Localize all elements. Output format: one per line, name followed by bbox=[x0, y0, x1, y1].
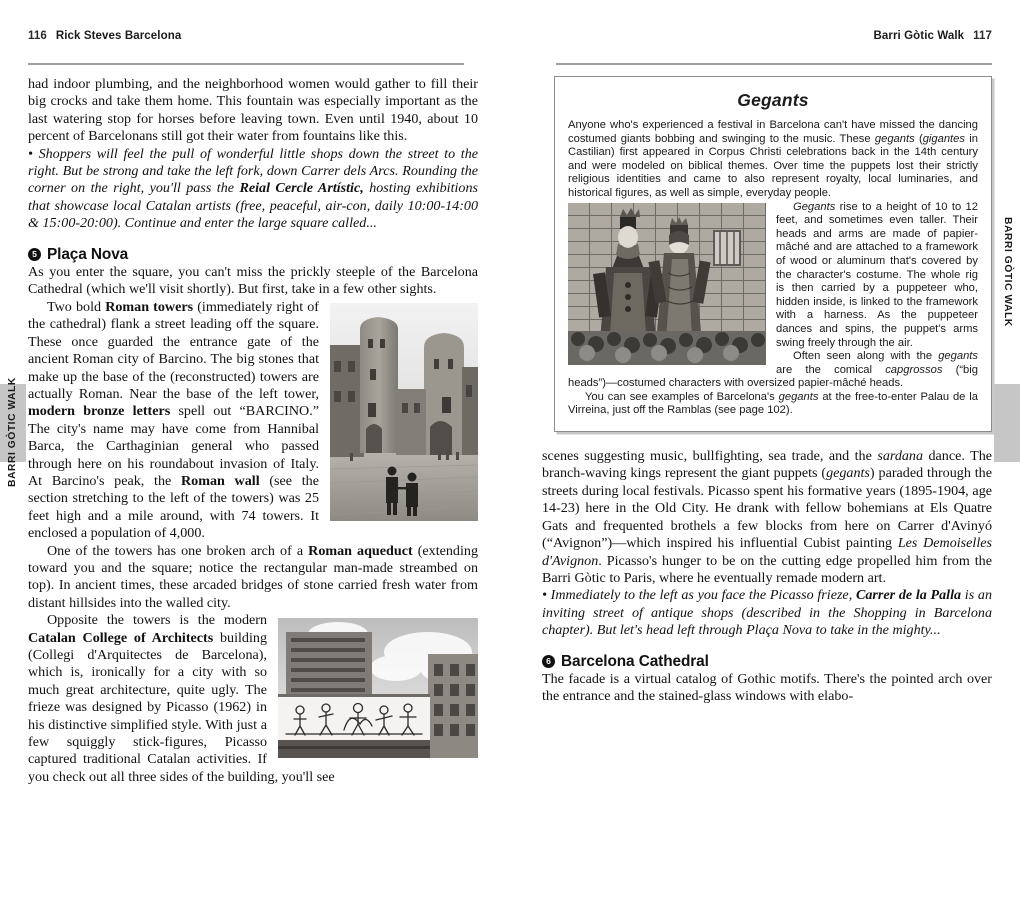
paragraph-bullet-carrer-palla bbox=[542, 587, 992, 639]
left-column-body bbox=[28, 76, 478, 786]
rb-text-a: • Immediately to the left as you face the Picasso frieze, bbox=[542, 587, 856, 604]
sidebar-paragraph-1 bbox=[568, 119, 978, 201]
sidebar-title: Gegants bbox=[737, 90, 809, 110]
roman-towers-photo bbox=[330, 303, 478, 521]
left-page-folio: 116 bbox=[28, 30, 47, 42]
rb-text-b: is an inviting street of antique shops (described in the Shopping in Barcelona chapter). But let's head left through Plaça Nova to take in the mighty... bbox=[542, 587, 992, 639]
rp1-text-a: scenes suggesting music, bullfighting, sea trade, and the bbox=[542, 448, 878, 465]
bold-roman-wall: Roman wall bbox=[180, 472, 260, 489]
section-number-badge-icon: 5 bbox=[28, 248, 41, 261]
sb3-italic-capgrossos: capgrossos bbox=[885, 363, 943, 376]
bold-roman-towers: Roman towers bbox=[105, 298, 194, 315]
sb4-text-a: You can see examples of Barcelona's bbox=[585, 390, 779, 403]
sb2-text: rise to a height of 10 to 12 feet, and sometimes even taller. Their heads and arms are made of papier-mâché and are attached to a framework of wood or aluminum that's covered by the character's costume. The whole rig is then carried by a puppeteer who, hidden inside, is linked to the framework with a harness. As the puppeteer dances and spins, the puppet's arms swing freely through the air. bbox=[776, 200, 978, 349]
paragraph-cathedral-facade: The facade is a virtual catalog of Gothic motifs. There's the pointed arch over the entrance and the stained-glass windows with elabo- bbox=[542, 670, 992, 705]
sidebar-paragraph-4 bbox=[568, 391, 978, 418]
right-page-folio: 117 bbox=[973, 30, 992, 42]
rp1-italic-demoiselles: Les Demoiselles d'Avignon bbox=[542, 535, 992, 569]
bullet-text-a: • Shoppers will feel the pull of wonderful little shops down the street to the right. But be strong and take the left fork, down Carrer dels Arcs. Rounding the corner on the right, you'll pass the bbox=[28, 145, 478, 197]
bullet-bold-reial-cercle: Reial Cercle Artístic, bbox=[239, 180, 364, 197]
towers-text-b: (immediately right of the cathedral) flank a street leading off the square. These once guarded the entrance gate of the ancient Roman city of Barcino. The big stones that make up the base of the (reconstructed) towers are actually Roman. Near the base of the left tower, bbox=[28, 298, 320, 402]
chapter-tab-left-label: BARRI GÒTIC WALK bbox=[7, 377, 18, 487]
sb1-text-b: ( bbox=[914, 132, 923, 145]
towers-text-a: Two bold bbox=[47, 298, 106, 315]
bold-roman-aqueduct: Roman aqueduct bbox=[308, 542, 413, 559]
bold-carrer-de-la-palla: Carrer de la Palla bbox=[855, 587, 962, 604]
left-running-head bbox=[28, 30, 478, 60]
bullet-text-b: hosting exhibitions that showcase local Catalan artists (free, peaceful, air-con, daily 10:00-14:00 & 15:00-20:00). Continue and enter the large square called... bbox=[28, 180, 478, 232]
gegants-photo bbox=[568, 203, 766, 365]
rp1-text-d: . Picasso's hunger to be on the cutting edge propelled him from the Barri Gòtic to Paris, where he eventually remade modern art. bbox=[542, 552, 992, 586]
sb1-italic-gigantes: gigantes bbox=[922, 132, 965, 145]
paragraph-picasso-frieze bbox=[542, 448, 992, 587]
aqueduct-text-b: (extending toward you and the square; notice the rectangular man-made streambed on top). In ancient times, these arcaded bridges of stone carried fresh water from distant hillsides into the walled city. bbox=[28, 542, 478, 611]
left-running-head-title: Rick Steves Barcelona bbox=[55, 30, 182, 42]
paragraph-bullet-shoppers bbox=[28, 146, 478, 233]
paragraph-fountain: had indoor plumbing, and the neighborhood women would gather to fill their big crocks and take them home. This fountain was especially important as the last watering stop for horses before leaving town. Even until 1940, about 10 percent of Barcelonans still got their water from fountains like this. bbox=[28, 76, 478, 145]
chapter-tab-left bbox=[0, 352, 26, 512]
aqueduct-text-a: One of the towers has one broken arch of a bbox=[47, 542, 309, 559]
right-column-body bbox=[542, 448, 992, 706]
sb1-text-a: Anyone who's experienced a festival in Barcelona can't have missed the dancing costumed giants bobbing and swinging to the music. These bbox=[568, 119, 978, 145]
sb1-text-c: in Castilian) first appeared in Corpus Christi celebrations back in the 14th century and were modeled on biblical themes. Over time the puppets lost their strictly religious identities and came to also represent royalty, local luminaries, and historical figures, as well as simple, everyday people. bbox=[568, 132, 978, 199]
rp1-text-b: dance. The branch-waving kings represent the giant puppets ( bbox=[542, 448, 993, 482]
right-header-rule bbox=[556, 63, 992, 65]
paragraph-aqueduct bbox=[28, 543, 478, 613]
rp1-italic-gegants: gegants bbox=[826, 465, 870, 482]
section-number-badge-icon: 6 bbox=[542, 655, 555, 668]
chapter-tab-right bbox=[994, 217, 1020, 512]
section-heading-label: Plaça Nova bbox=[47, 245, 129, 263]
section-heading-placa-nova bbox=[28, 246, 478, 263]
sb4-text-b: at the free-to-enter Palau de la Virreina, just off the Ramblas (see page 102). bbox=[568, 390, 978, 417]
bold-bronze-letters: modern bronze letters bbox=[28, 403, 171, 420]
chapter-tab-right-background bbox=[994, 384, 1020, 462]
towers-text-d: (see the section stretching to the left of the towers) was 25 feet high and a mile around, with 74 towers. It enclosed a population of 4,000. bbox=[28, 472, 319, 542]
chapter-tab-right-label: BARRI GÒTIC WALK bbox=[1002, 217, 1013, 327]
bold-catalan-college: Catalan College of Architects bbox=[28, 629, 214, 646]
sb4-italic-gegants: gegants bbox=[778, 390, 819, 403]
sb2-italic-gegants: Gegants bbox=[793, 200, 836, 213]
gegants-sidebar-box bbox=[554, 76, 992, 432]
sb3-italic-gegants: gegants bbox=[938, 350, 978, 363]
catalan-college-architects-photo bbox=[278, 618, 478, 758]
right-page bbox=[510, 0, 1020, 907]
section-heading-barcelona-cathedral bbox=[542, 653, 992, 670]
towers-text-c: spell out “BARCINO.” The city's name may have come from Hannibal Barca, the Carthaginian general who passed through here on his roundabout invasion of Italy. At Barcino's peak, the bbox=[28, 403, 319, 489]
sb3-text-c: (“big heads”)—costumed characters with oversized papier-mâché heads. bbox=[568, 363, 978, 390]
rp1-text-c: ) paraded through the streets during local festivals. Picasso spent his formative years (1895-1904, age 14-23) here in the Old City. He drank with fellow bohemians at Els Quatre Gats and frequented brothels a few blocks from here on Carrer d'Avinyó (“Avignon”)—which inspired his influential Cubist painting bbox=[542, 465, 992, 552]
right-running-head bbox=[542, 30, 992, 60]
left-header-rule bbox=[28, 63, 464, 65]
sb3-text-b: are the comical bbox=[776, 363, 886, 376]
college-text-a: Opposite the towers is the modern bbox=[47, 612, 267, 629]
rp1-italic-sardana: sardana bbox=[877, 448, 924, 465]
right-running-head-title: Barri Gòtic Walk bbox=[873, 30, 965, 42]
sidebar-body bbox=[568, 119, 978, 418]
sb1-italic-gegants: gegants bbox=[874, 132, 915, 145]
section-heading-label: Barcelona Cathedral bbox=[561, 652, 709, 670]
sb3-text-a: Often seen along with the bbox=[793, 350, 939, 363]
college-text-b: building (Collegi d'Arquitectes de Barcelona), which is, ironically for a city with so much great architecture, quite ugly. The frieze was designed by Picasso (1962) in his distinctive simplified style. With just a few squiggly stick-figures, Picasso captured traditional Catalan activities. If you check out all three sides of the building, you'll see bbox=[28, 629, 335, 785]
paragraph-square-intro: As you enter the square, you can't miss the prickly steeple of the Barcelona Cathedral (which we'll visit shortly). But first, take in a few other sights. bbox=[28, 264, 478, 298]
